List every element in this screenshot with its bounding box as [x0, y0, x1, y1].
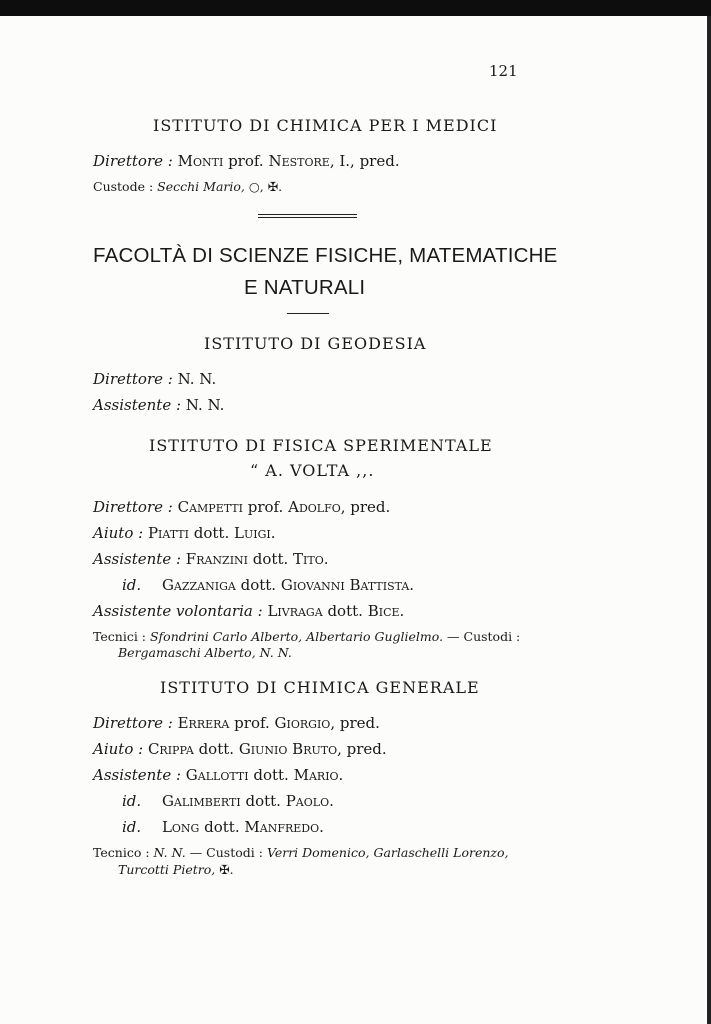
faculty-rule	[287, 313, 329, 314]
custodi-symbol: ✠.	[219, 862, 234, 877]
geodesia-direttore	[93, 370, 216, 388]
direttore-title: prof.	[234, 714, 270, 732]
direttore-value: N. N.	[177, 370, 217, 388]
id-label: id.	[122, 576, 142, 594]
faculty-heading-line2: E NATURALI	[244, 276, 366, 299]
fisica-tecnici	[93, 629, 520, 644]
generale-assistente	[93, 766, 343, 784]
fisica-title-line2: “ A. VOLTA ,,.	[250, 461, 375, 480]
generale-aiuto	[93, 740, 387, 758]
id-surname: Gazzaniga	[161, 576, 236, 594]
generale-title: ISTITUTO DI CHIMICA GENERALE	[160, 678, 480, 697]
fisica-direttore	[93, 498, 390, 516]
id-surname: Galimberti	[161, 792, 241, 810]
aiuto-label: Aiuto :	[93, 740, 144, 758]
id-name: Manfredo.	[244, 818, 324, 836]
page-number: 121	[489, 62, 518, 80]
id-name: Giovanni Battista.	[280, 576, 415, 594]
medici-title: ISTITUTO DI CHIMICA PER I MEDICI	[153, 116, 498, 135]
assistente-label: Assistente :	[93, 396, 182, 414]
assistente-name: Tito.	[293, 550, 329, 568]
direttore-label: Direttore :	[93, 152, 173, 170]
aiuto-title: dott.	[193, 524, 230, 542]
generale-tecnico	[93, 845, 508, 860]
assistente-label: Assistente :	[93, 766, 182, 784]
direttore-suffix: , I., pred.	[329, 152, 400, 170]
id-label: id.	[122, 818, 142, 836]
custode-label: Custode :	[93, 179, 154, 194]
id-title: dott.	[240, 576, 277, 594]
generale-custodi-cont	[118, 862, 234, 877]
id-surname: Long	[161, 818, 200, 836]
direttore-title: prof.	[247, 498, 284, 516]
fisica-assistente	[93, 550, 329, 568]
aiuto-suffix: , pred.	[337, 740, 387, 758]
tecnici-label: Tecnici :	[93, 629, 146, 644]
aiuto-surname: Piatti	[147, 524, 189, 542]
medici-custode	[93, 179, 282, 194]
scan-right-border	[707, 16, 711, 1024]
direttore-label: Direttore :	[93, 370, 173, 388]
tecnici-value: Sfondrini Carlo Alberto, Albertario Guglielmo.	[149, 629, 444, 644]
id-name: Paolo.	[285, 792, 334, 810]
fisica-aiuto	[93, 524, 275, 542]
assistente-value: N. N.	[185, 396, 225, 414]
scan-top-border	[0, 0, 711, 16]
volontaria-title: dott.	[327, 602, 363, 620]
volontaria-name: Bice.	[367, 602, 405, 620]
generale-id-2	[122, 818, 324, 836]
assistente-surname: Franzini	[185, 550, 249, 568]
direttore-surname: Campetti	[177, 498, 243, 516]
aiuto-surname: Crippa	[147, 740, 194, 758]
direttore-name: Giorgio	[274, 714, 331, 732]
generale-direttore	[93, 714, 380, 732]
direttore-label: Direttore :	[93, 714, 173, 732]
tecnico-label: Tecnico :	[93, 845, 150, 860]
direttore-title: prof.	[228, 152, 264, 170]
tecnico-value: N. N.	[153, 845, 186, 860]
custodi-label: — Custodi :	[447, 629, 521, 644]
fisica-volontaria	[93, 602, 404, 620]
direttore-name: Nestore	[268, 152, 330, 170]
aiuto-name: Giunio Bruto	[238, 740, 338, 758]
medici-direttore	[93, 152, 400, 170]
direttore-label: Direttore :	[93, 498, 173, 516]
custodi-value: Verri Domenico, Garlaschelli Lorenzo,	[266, 845, 509, 860]
direttore-surname: Errera	[177, 714, 230, 732]
custodi-cont: Turcotti Pietro,	[118, 862, 216, 877]
direttore-surname: Monti	[177, 152, 224, 170]
fisica-id	[122, 576, 414, 594]
id-label: id.	[122, 792, 142, 810]
section-divider-double	[258, 214, 357, 218]
custode-value: Secchi Mario,	[157, 179, 245, 194]
custode-symbols: ○, ✠.	[248, 179, 283, 194]
generale-id-1	[122, 792, 334, 810]
assistente-surname: Gallotti	[185, 766, 249, 784]
fisica-title-line1: ISTITUTO DI FISICA SPERIMENTALE	[149, 436, 493, 455]
direttore-name: Adolfo	[288, 498, 341, 516]
aiuto-label: Aiuto :	[93, 524, 144, 542]
id-title: dott.	[204, 818, 240, 836]
direttore-suffix: , pred.	[340, 498, 391, 516]
volontaria-surname: Livraga	[267, 602, 323, 620]
fisica-custodi	[118, 645, 292, 660]
geodesia-assistente	[93, 396, 224, 414]
assistente-title: dott.	[252, 550, 289, 568]
assistente-title: dott.	[253, 766, 289, 784]
geodesia-title: ISTITUTO DI GEODESIA	[204, 334, 427, 353]
faculty-heading-line1: FACOLTÀ DI SCIENZE FISICHE, MATEMATICHE	[93, 244, 558, 267]
aiuto-name: Luigi.	[234, 524, 276, 542]
id-title: dott.	[245, 792, 281, 810]
custodi-label: — Custodi :	[189, 845, 263, 860]
assistente-name: Mario.	[293, 766, 344, 784]
direttore-suffix: , pred.	[330, 714, 380, 732]
aiuto-title: dott.	[198, 740, 235, 758]
assistente-label: Assistente :	[93, 550, 182, 568]
volontaria-label: Assistente volontaria :	[93, 602, 263, 620]
custodi-value: Bergamaschi Alberto, N. N.	[118, 645, 292, 660]
